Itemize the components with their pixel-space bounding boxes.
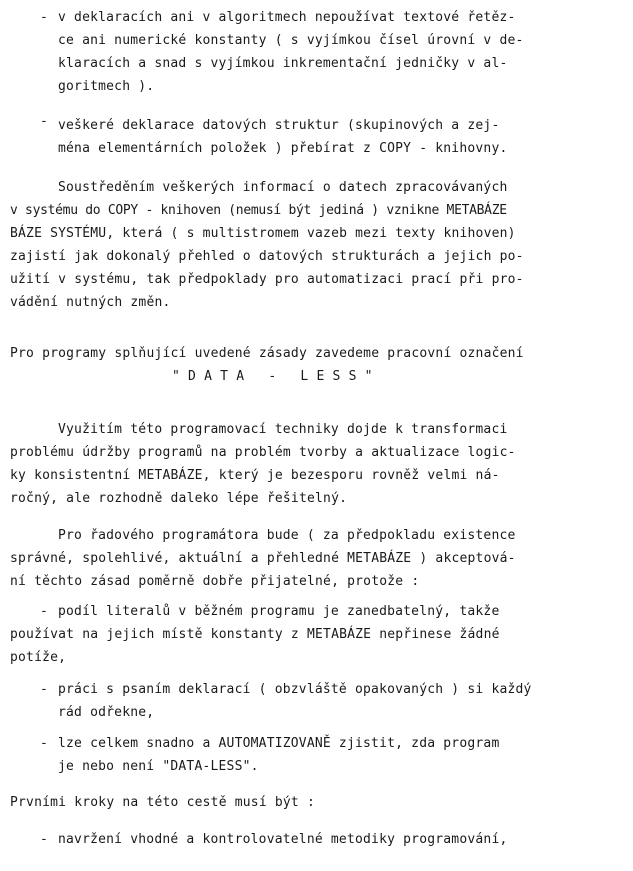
text-line: goritmech ). xyxy=(58,79,155,94)
text-line: problému údržby programů na problém tvorby a aktualizace logic- xyxy=(10,445,516,460)
text-line: zajistí jak dokonalý přehled o datových strukturách a jejich po- xyxy=(10,249,524,264)
text-line: Pro programy splňující uvedené zásady zavedeme pracovní označení xyxy=(10,346,524,361)
text-line: ní těchto zásad poměrně dobře přijatelné, protože : xyxy=(10,574,420,589)
text-line: užití v systému, tak předpoklady pro automatizaci prací při pro- xyxy=(10,272,524,287)
bullet-marker: - xyxy=(40,736,48,751)
text-line: ky konsistentní METABÁZE, který je bezesporu rovněž velmi ná- xyxy=(10,468,500,483)
text-line: vádění nutných změn. xyxy=(10,295,171,310)
text-line: Pro řadového programátora bude ( za předpokladu existence xyxy=(58,528,516,543)
bullet-marker: - xyxy=(40,10,48,25)
bullet-marker: - xyxy=(40,114,48,129)
designation: " D A T A - L E S S " xyxy=(172,369,373,384)
text-line: práci s psaním deklarací ( obzvláště opakovaných ) si každý xyxy=(58,682,532,697)
text-line: rád odřekne, xyxy=(58,705,155,720)
text-line: BÁZE SYSTÉMU, která ( s multistromem vazeb mezi texty knihoven) xyxy=(10,226,516,241)
text-line: je nebo není "DATA-LESS". xyxy=(58,759,259,774)
text-line: Soustředěním veškerých informací o datech zpracovávaných xyxy=(58,180,508,195)
text-line: navržení vhodné a kontrolovatelné metodiky programování, xyxy=(58,832,508,847)
text-line: správné, spolehlivé, aktuální a přehledné METABÁZE ) akceptová- xyxy=(10,551,516,566)
text-line: ročný, ale rozhodně daleko lépe řešitelný. xyxy=(10,491,348,506)
text-line: podíl literalů v běžném programu je zanedbatelný, takže xyxy=(58,604,500,619)
text-line: potíže, xyxy=(10,650,67,665)
text-line: lze celkem snadno a AUTOMATIZOVANĚ zjistit, zda program xyxy=(58,736,500,751)
text-line: veškeré deklarace datových struktur (skupinových a zej- xyxy=(58,118,500,133)
bullet-marker: - xyxy=(40,682,48,697)
text-line: používat na jejich místě konstanty z METABÁZE nepřinese žádné xyxy=(10,627,500,642)
text-line: Prvními kroky na této cestě musí být : xyxy=(10,795,316,810)
bullet-marker: - xyxy=(40,604,48,619)
text-line: v systému do COPY - knihoven (nemusí být jediná ) vznikne METABÁZE xyxy=(10,203,507,218)
text-line: v deklaracích ani v algoritmech nepoužívat textové řetěz- xyxy=(58,10,516,25)
bullet-marker: - xyxy=(40,832,48,847)
text-line: klaracích a snad s vyjímkou inkrementační jedničky v al- xyxy=(58,56,508,71)
text-line: ména elementárních položek ) přebírat z COPY - knihovny. xyxy=(58,141,508,156)
text-line: Využitím této programovací techniky dojde k transformaci xyxy=(58,422,508,437)
text-line: ce ani numerické konstanty ( s vyjímkou čísel úrovní v de- xyxy=(58,33,524,48)
